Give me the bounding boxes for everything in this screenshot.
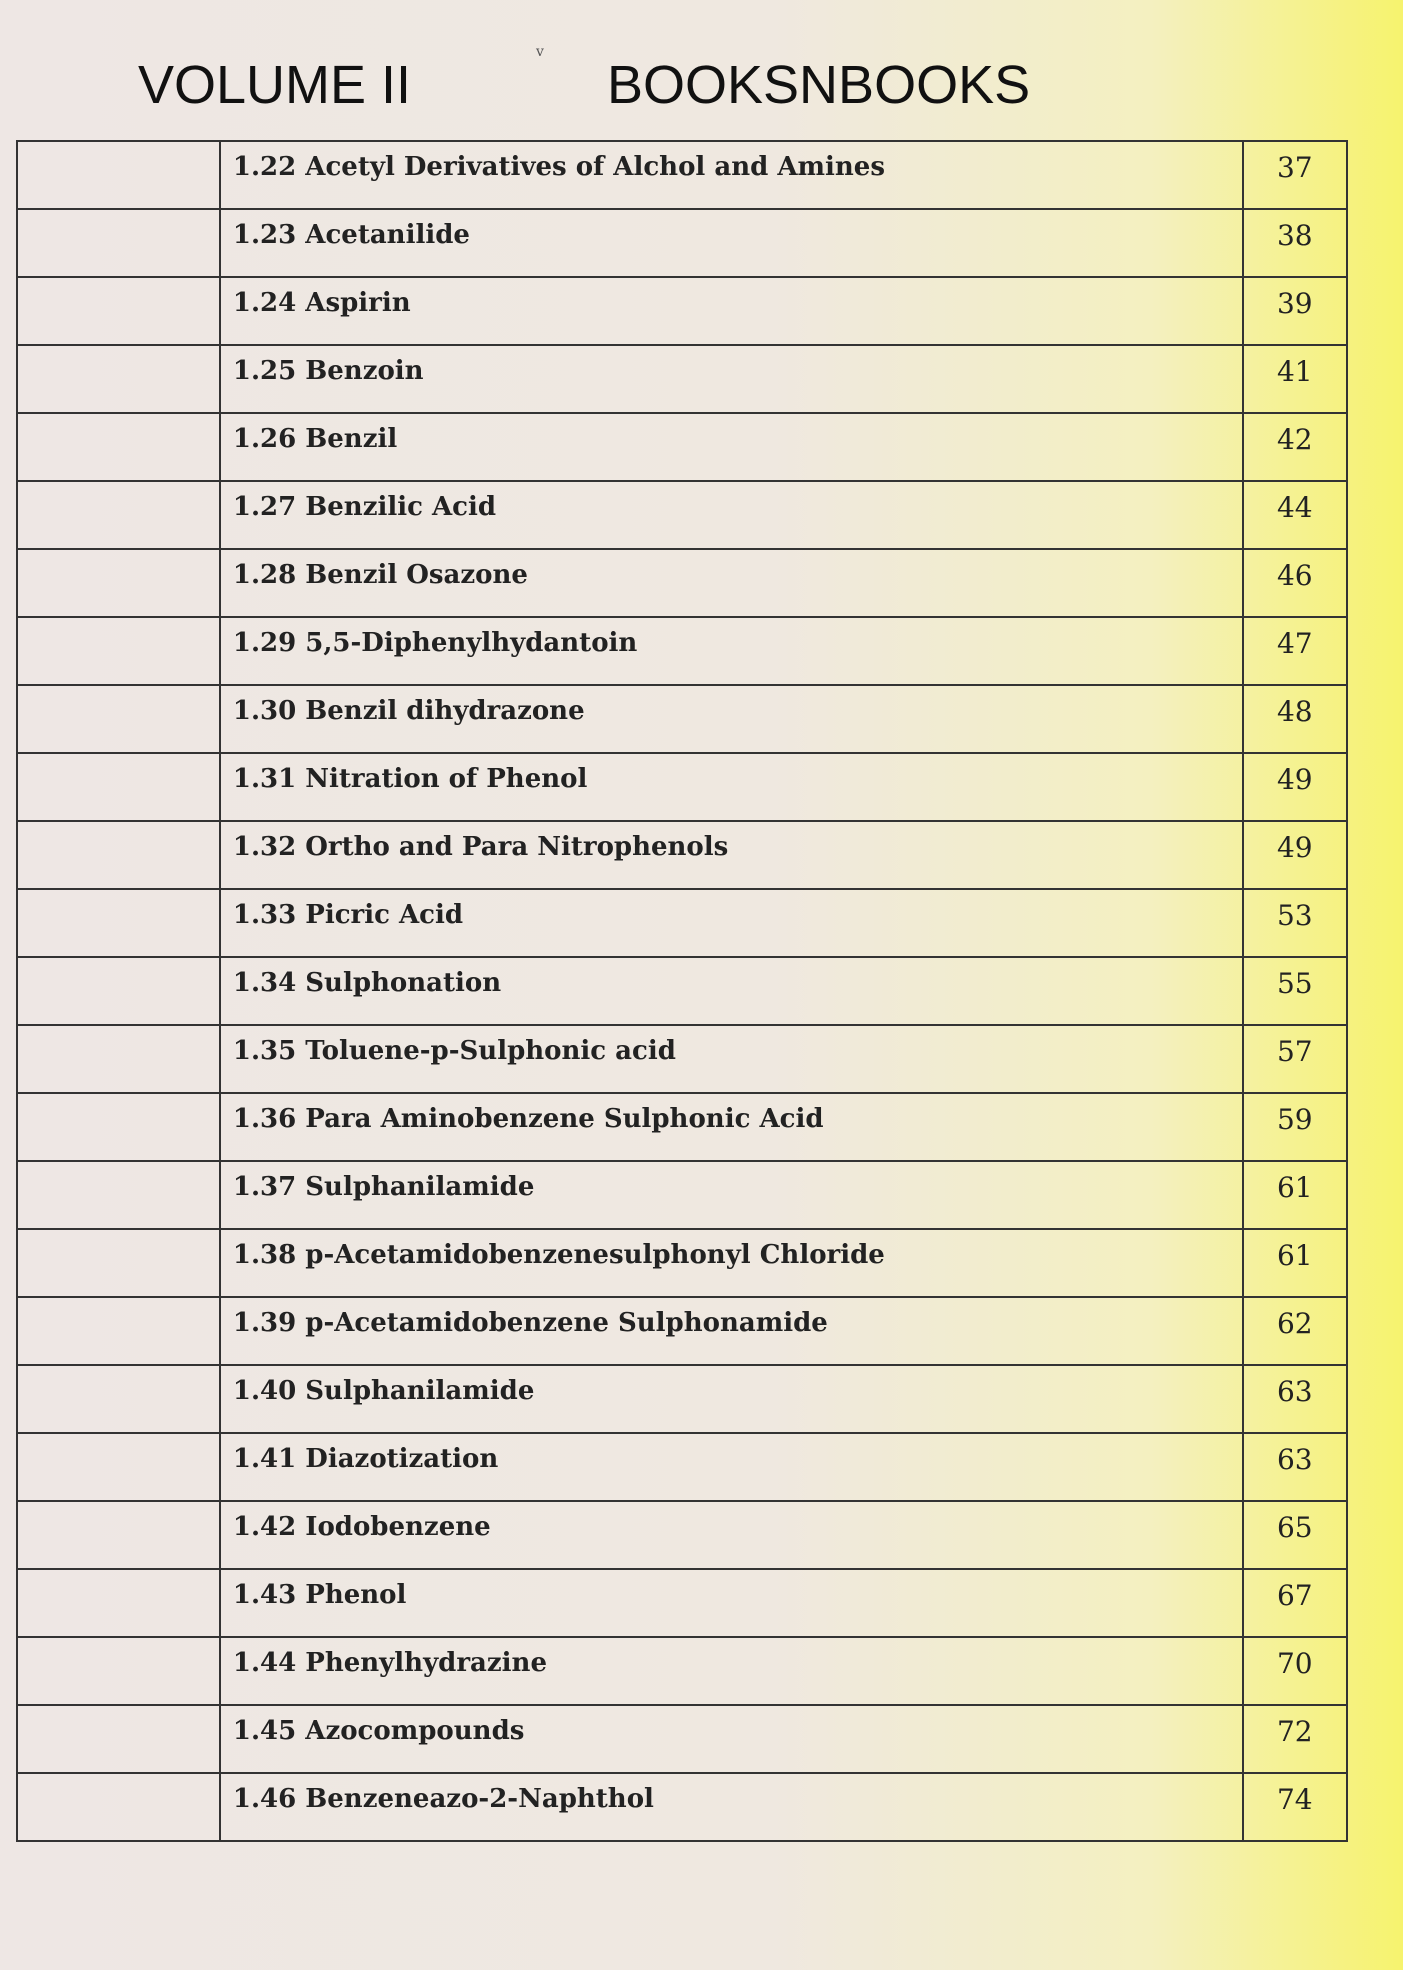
- blank-cell: [17, 1229, 220, 1297]
- table-row: [17, 277, 1347, 345]
- entry-title-cell: [220, 685, 1243, 753]
- blank-cell: [17, 1705, 220, 1773]
- blank-cell: [17, 1637, 220, 1705]
- blank-cell: [17, 753, 220, 821]
- entry-page-cell: [1243, 1025, 1347, 1093]
- entry-title-cell: [220, 345, 1243, 413]
- entry-page: 49: [1276, 831, 1313, 864]
- entry-title: 1.25 Benzoin: [232, 356, 424, 386]
- blank-cell: [17, 1433, 220, 1501]
- entry-page: 59: [1276, 1103, 1313, 1136]
- entry-page: 67: [1276, 1579, 1313, 1612]
- entry-title-cell: [220, 1365, 1243, 1433]
- entry-title-cell: [220, 277, 1243, 345]
- entry-page: 62: [1276, 1307, 1313, 1340]
- blank-cell: [17, 685, 220, 753]
- entry-title: 1.41 Diazotization: [232, 1444, 499, 1474]
- table-row: [17, 957, 1347, 1025]
- entry-title: 1.23 Acetanilide: [232, 220, 470, 250]
- entry-title-cell: [220, 889, 1243, 957]
- entry-title: 1.44 Phenylhydrazine: [232, 1648, 547, 1678]
- table-row: [17, 1365, 1347, 1433]
- entry-page: 63: [1276, 1443, 1313, 1476]
- blank-cell: [17, 1501, 220, 1569]
- entry-title-cell: [220, 141, 1243, 209]
- blank-cell: [17, 1569, 220, 1637]
- entry-page: 61: [1276, 1171, 1313, 1204]
- entry-page: 37: [1276, 151, 1313, 184]
- entry-page-cell: [1243, 481, 1347, 549]
- entry-page-cell: [1243, 1433, 1347, 1501]
- entry-title: 1.31 Nitration of Phenol: [232, 764, 588, 794]
- table-row: [17, 413, 1347, 481]
- blank-cell: [17, 413, 220, 481]
- entry-title-cell: [220, 1093, 1243, 1161]
- entry-title: 1.24 Aspirin: [232, 288, 411, 318]
- entry-page: 44: [1276, 491, 1313, 524]
- entry-page-cell: [1243, 1569, 1347, 1637]
- entry-title: 1.30 Benzil dihydrazone: [232, 696, 585, 726]
- entry-title: 1.34 Sulphonation: [232, 968, 502, 998]
- entry-title-cell: [220, 753, 1243, 821]
- table-row: [17, 141, 1347, 209]
- entry-page-cell: [1243, 1297, 1347, 1365]
- entry-page: 39: [1276, 287, 1313, 320]
- entry-page-cell: [1243, 957, 1347, 1025]
- table-row: [17, 1569, 1347, 1637]
- entry-page-cell: [1243, 345, 1347, 413]
- entry-page: 42: [1276, 423, 1313, 456]
- blank-cell: [17, 1093, 220, 1161]
- blank-cell: [17, 481, 220, 549]
- entry-page: 41: [1276, 355, 1313, 388]
- entry-title-cell: [220, 481, 1243, 549]
- table-row: [17, 753, 1347, 821]
- table-row: [17, 1637, 1347, 1705]
- entry-title: 1.46 Benzeneazo-2-Naphthol: [232, 1784, 654, 1814]
- entry-title-cell: [220, 821, 1243, 889]
- entry-page-cell: [1243, 1773, 1347, 1841]
- entry-page-cell: [1243, 209, 1347, 277]
- blank-cell: [17, 345, 220, 413]
- blank-cell: [17, 957, 220, 1025]
- page-number-mark: v: [536, 44, 544, 60]
- entry-title-cell: [220, 1569, 1243, 1637]
- entry-page-cell: [1243, 549, 1347, 617]
- entry-page-cell: [1243, 1093, 1347, 1161]
- entry-title-cell: [220, 1161, 1243, 1229]
- entry-title-cell: [220, 1433, 1243, 1501]
- entry-title: 1.42 Iodobenzene: [232, 1512, 491, 1542]
- entry-page-cell: [1243, 1161, 1347, 1229]
- blank-cell: [17, 1025, 220, 1093]
- table-row: [17, 345, 1347, 413]
- entry-page-cell: [1243, 1501, 1347, 1569]
- entry-title: 1.39 p-Acetamidobenzene Sulphonamide: [232, 1308, 828, 1338]
- entry-title: 1.37 Sulphanilamide: [232, 1172, 535, 1202]
- entry-title-cell: [220, 1501, 1243, 1569]
- entry-page: 63: [1276, 1375, 1313, 1408]
- blank-cell: [17, 1161, 220, 1229]
- entry-page: 65: [1276, 1511, 1313, 1544]
- entry-title: 1.43 Phenol: [232, 1580, 407, 1610]
- entry-title: 1.40 Sulphanilamide: [232, 1376, 535, 1406]
- volume-title: VOLUME II: [138, 55, 412, 115]
- entry-page-cell: [1243, 685, 1347, 753]
- entry-title: 1.27 Benzilic Acid: [232, 492, 497, 522]
- table-row: [17, 821, 1347, 889]
- blank-cell: [17, 1773, 220, 1841]
- entry-title-cell: [220, 413, 1243, 481]
- entry-page-cell: [1243, 1705, 1347, 1773]
- entry-page: 47: [1276, 627, 1313, 660]
- entry-title: 1.28 Benzil Osazone: [232, 560, 528, 590]
- entry-page: 57: [1276, 1035, 1313, 1068]
- entry-page-cell: [1243, 889, 1347, 957]
- table-row: [17, 617, 1347, 685]
- entry-title-cell: [220, 1297, 1243, 1365]
- entry-title-cell: [220, 957, 1243, 1025]
- entry-page: 38: [1276, 219, 1313, 252]
- brand-title: BOOKSNBOOKS: [607, 55, 1031, 115]
- entry-page-cell: [1243, 277, 1347, 345]
- table-row: [17, 1773, 1347, 1841]
- entry-page: 46: [1276, 559, 1313, 592]
- table-row: [17, 1501, 1347, 1569]
- table-row: [17, 1229, 1347, 1297]
- entry-title-cell: [220, 617, 1243, 685]
- entry-page-cell: [1243, 1365, 1347, 1433]
- entry-page-cell: [1243, 413, 1347, 481]
- table-row: [17, 209, 1347, 277]
- entry-title-cell: [220, 1705, 1243, 1773]
- table-row: [17, 889, 1347, 957]
- blank-cell: [17, 1365, 220, 1433]
- entry-title: 1.32 Ortho and Para Nitrophenols: [232, 832, 729, 862]
- blank-cell: [17, 277, 220, 345]
- table-row: [17, 1025, 1347, 1093]
- entry-page-cell: [1243, 821, 1347, 889]
- entry-page-cell: [1243, 141, 1347, 209]
- blank-cell: [17, 617, 220, 685]
- entry-title: 1.45 Azocompounds: [232, 1716, 525, 1746]
- entry-page: 48: [1276, 695, 1313, 728]
- entry-page: 72: [1276, 1715, 1313, 1748]
- blank-cell: [17, 549, 220, 617]
- contents-table: [16, 140, 1348, 1842]
- entry-title-cell: [220, 1637, 1243, 1705]
- entry-page: 61: [1276, 1239, 1313, 1272]
- entry-page-cell: [1243, 1637, 1347, 1705]
- entry-page-cell: [1243, 753, 1347, 821]
- blank-cell: [17, 1297, 220, 1365]
- entry-title-cell: [220, 549, 1243, 617]
- blank-cell: [17, 209, 220, 277]
- entry-page-cell: [1243, 1229, 1347, 1297]
- blank-cell: [17, 821, 220, 889]
- page-header: [0, 48, 1403, 128]
- entry-title-cell: [220, 1025, 1243, 1093]
- table-row: [17, 481, 1347, 549]
- entry-page: 70: [1276, 1647, 1313, 1680]
- entry-title-cell: [220, 1773, 1243, 1841]
- entry-title-cell: [220, 1229, 1243, 1297]
- entry-title: 1.36 Para Aminobenzene Sulphonic Acid: [232, 1104, 824, 1134]
- table-row: [17, 685, 1347, 753]
- table-row: [17, 1433, 1347, 1501]
- table-row: [17, 1297, 1347, 1365]
- table-row: [17, 1161, 1347, 1229]
- entry-page-cell: [1243, 617, 1347, 685]
- entry-title: 1.22 Acetyl Derivatives of Alchol and Amines: [232, 152, 885, 182]
- entry-title-cell: [220, 209, 1243, 277]
- entry-title: 1.35 Toluene-p-Sulphonic acid: [232, 1036, 676, 1066]
- table-row: [17, 1705, 1347, 1773]
- entry-page: 53: [1276, 899, 1313, 932]
- table-row: [17, 1093, 1347, 1161]
- entry-title: 1.29 5,5-Diphenylhydantoin: [232, 628, 638, 658]
- entry-page: 55: [1276, 967, 1313, 1000]
- table-row: [17, 549, 1347, 617]
- entry-title: 1.33 Picric Acid: [232, 900, 464, 930]
- entry-title: 1.26 Benzil: [232, 424, 398, 454]
- entry-page: 49: [1276, 763, 1313, 796]
- entry-title: 1.38 p-Acetamidobenzenesulphonyl Chloride: [232, 1240, 885, 1270]
- blank-cell: [17, 141, 220, 209]
- entry-page: 74: [1276, 1783, 1313, 1816]
- blank-cell: [17, 889, 220, 957]
